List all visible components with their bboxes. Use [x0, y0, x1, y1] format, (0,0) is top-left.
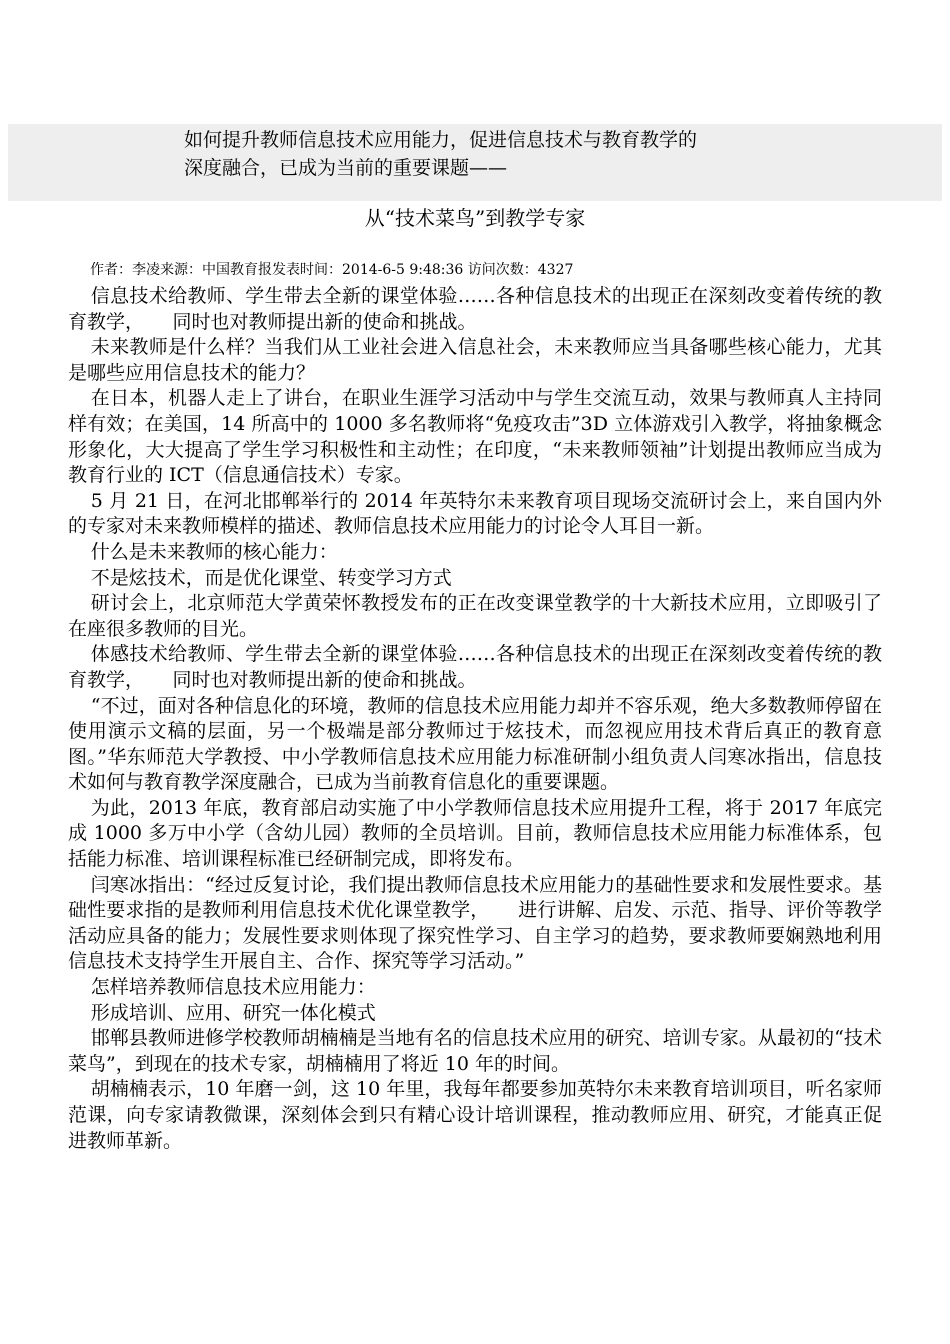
paragraph: 在日本，机器人走上了讲台，在职业生涯学习活动中与学生交流互动，效果与教师真人主持同样有效；在美国，14 所高中的 1000 多名教师将“免疫攻击”3D 立体游戏引入教学，将抽象概念形象化，大大提高了学生学习积极性和主动性；在印度，“未来教师领袖”计划提出教师应当成为教育行业的 ICT（信息通信技术）专家。: [68, 387, 882, 487]
section-subheading: 不是炫技术，而是优化课堂、转变学习方式: [90, 566, 452, 589]
paragraph: “不过，面对各种信息化的环境，教师的信息技术应用能力却并不容乐观，绝大多数教师停留在使用演示文稿的层面，另一个极端是部分教师过于炫技术，而忽视应用技术背后真正的教育意图。”华东师范大学教授、中小学教师信息技术应用能力标准研制小组负责人闫寒冰指出，信息技术如何与教育教学深度融合，已成为当前教育信息化的重要课题。: [68, 694, 882, 794]
header-box: [8, 124, 942, 201]
article-body: [68, 284, 882, 1154]
section-heading: 怎样培养教师信息技术应用能力：: [90, 976, 376, 999]
article-title: 从“技术菜鸟”到教学专家: [364, 206, 586, 230]
header-line-2: 深度融合，已成为当前的重要课题——: [184, 157, 508, 179]
paragraph: 邯郸县教师进修学校教师胡楠楠是当地有名的信息技术应用的研究、培训专家。从最初的“技术菜鸟”，到现在的技术专家，胡楠楠用了将近 10 年的时间。: [68, 1027, 882, 1075]
paragraph: 闫寒冰指出：“经过反复讨论，我们提出教师信息技术应用能力的基础性要求和发展性要求。基础性要求指的是教师利用信息技术优化课堂教学， 进行讲解、启发、示范、指导、评价等教学活动应具备的能力；发展性要求则体现了探究性学习、自主学习的趋势，要求教师要娴熟地利用信息技术支持学生开展自主、合作、探究等学习活动。”: [68, 873, 882, 973]
paragraph: 体感技术给教师、学生带去全新的课堂体验……各种信息技术的出现正在深刻改变着传统的教育教学， 同时也对教师提出新的使命和挑战。: [68, 643, 882, 691]
section-heading: 什么是未来教师的核心能力：: [90, 540, 338, 563]
paragraph: 胡楠楠表示，10 年磨一剑，这 10 年里，我每年都要参加英特尔未来教育培训项目，听名家师范课，向专家请教微课，深刻体会到只有精心设计培训课程，推动教师应用、研究，才能真正促进教师革新。: [68, 1078, 882, 1152]
paragraph: 未来教师是什么样？当我们从工业社会进入信息社会，未来教师应当具备哪些核心能力，尤其是哪些应用信息技术的能力？: [68, 336, 882, 384]
paragraph: 5 月 21 日，在河北邯郸举行的 2014 年英特尔未来教育项目现场交流研讨会上，来自国内外的专家对未来教师模样的描述、教师信息技术应用能力的讨论令人耳目一新。: [68, 489, 882, 538]
header-line-1: 如何提升教师信息技术应用能力，促进信息技术与教育教学的: [184, 129, 698, 151]
section-subheading: 形成培训、应用、研究一体化模式: [90, 1001, 376, 1024]
article-meta: 作者：李凌来源：中国教育报发表时间：2014-6-5 9:48:36 访问次数：4327: [90, 262, 574, 278]
paragraph: 研讨会上，北京师范大学黄荣怀教授发布的正在改变课堂教学的十大新技术应用，立即吸引了在座很多教师的目光。: [68, 592, 882, 640]
paragraph: 为此，2013 年底，教育部启动实施了中小学教师信息技术应用提升工程，将于 2017 年底完成 1000 多万中小学（含幼儿园）教师的全员培训。目前，教师信息技术应用能力标准体系，包括能力标准、培训课程标准已经研制完成，即将发布。: [68, 796, 882, 871]
paragraph: 信息技术给教师、学生带去全新的课堂体验……各种信息技术的出现正在深刻改变着传统的教育教学， 同时也对教师提出新的使命和挑战。: [68, 285, 882, 333]
